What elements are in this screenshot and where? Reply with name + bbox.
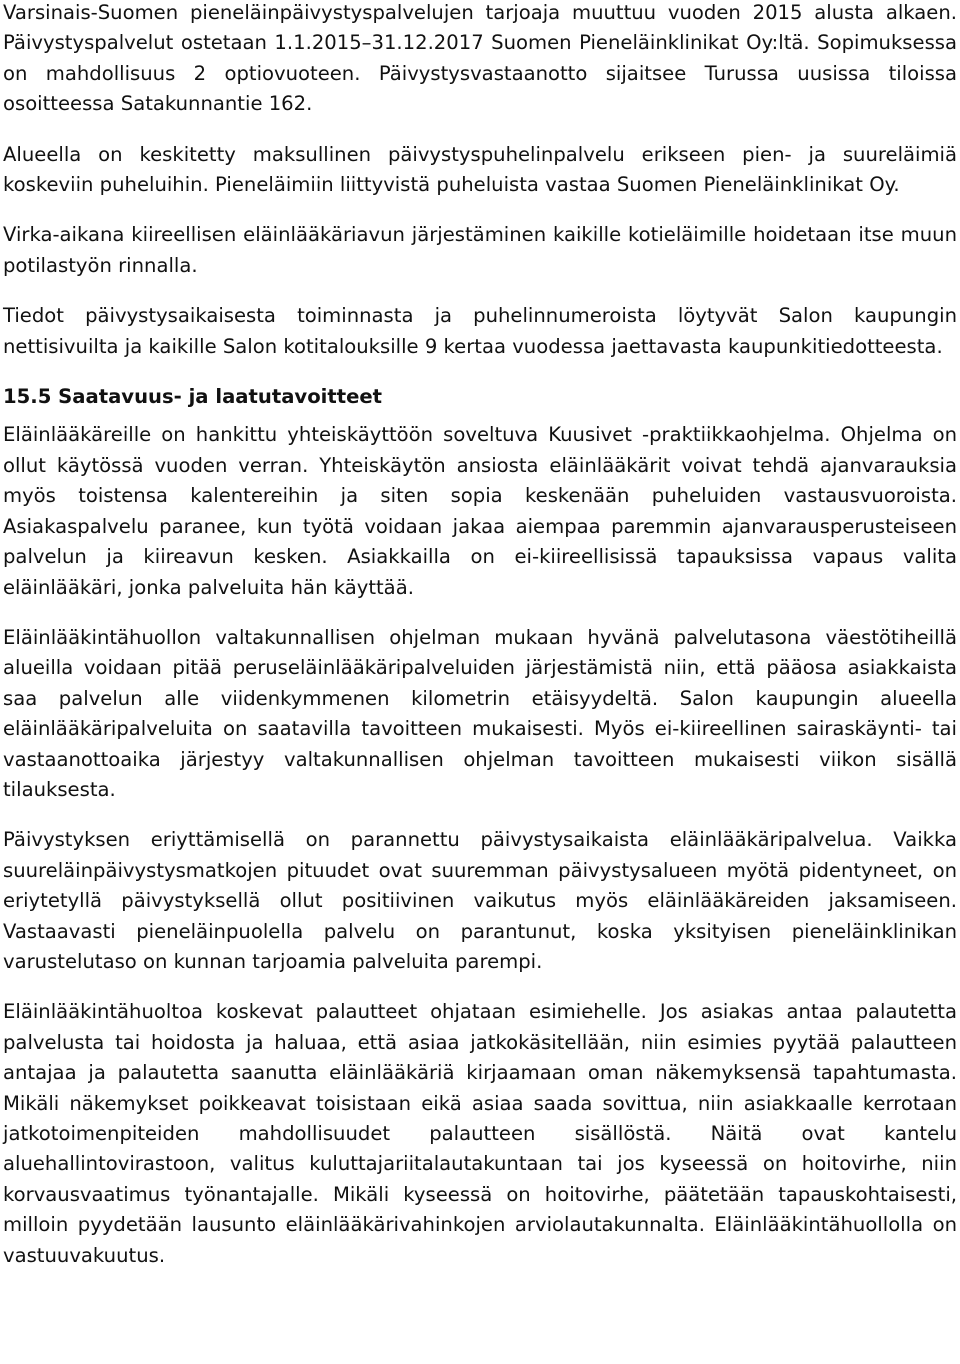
section-heading: 15.5 Saatavuus- ja laatutavoitteet (3, 385, 383, 409)
paragraph-service-provider: Varsinais-Suomen pieneläinpäivystyspalvelujen tarjoaja muuttuu vuoden 2015 alusta alkaen. Päivystyspalvelut ostetaan 1.1.2015–31.12.2017 Suomen Pieneläinklinikat Oy:ltä. Sopimuksessa on mahdollisuus 2 optiovuoteen. Päivystysvastaanotto sijaitsee Turussa uusissa tiloissa osoitteessa Satakunnantie 162. (3, 1, 957, 116)
paragraph-office-hours: Virka-aikana kiireellisen eläinlääkäriavun järjestäminen kaikille kotieläimille hoidetaan itse muun potilastyön rinnalla. (3, 223, 957, 277)
paragraph-service-level: Eläinlääkintähuollon valtakunnallisen ohjelman mukaan hyvänä palvelutasona väestötiheillä alueilla voidaan pitää peruseläinlääkäripalveluiden järjestämistä niin, että pääosa asiakkaista saa palvelun alle viidenkymmenen kilometrin etäisyydeltä. Salon kaupungin alueella eläinlääkäripalveluita on saatavilla tavoitteen mukaisesti. Myös ei-kiireellinen sairaskäynti- tai vastaanottoaika järjestyy valtakunnallisen ohjelman tavoitteen mukaisesti viikon sisällä tilauksesta. (3, 625, 957, 801)
paragraph-practice-software: Eläinlääkäreille on hankittu yhteiskäyttöön soveltuva Kuusivet -praktiikkaohjelma. Ohjelma on ollut käytössä vuoden verran. Yhteiskäytön ansiosta eläinlääkärit voivat tehdä ajanvarauksia myös toistensa kalentereihin ja siten sopia keskenään puheluiden vastausvuoroista. Asiakaspalvelu paranee, kun työtä voidaan jakaa aiempaa paremmin ajanvarausperusteiseen palvelun ja kiireavun kesken. Asiakkailla on ei-kiireellisissä tapauksissa vapaus valita eläinlääkäri, jonka palveluita hän käyttää. (3, 423, 957, 599)
paragraph-on-call-separation: Päivystyksen eriyttämisellä on parannettu päivystysaikaista eläinlääkäripalvelua. Vaikka suureläinpäivystysmatkojen pituudet ovat suuremman päivystysalueen myötä pidentyneet, on eriytetyllä päivystyksellä ollut positiivinen vaikutus myös eläinlääkäreiden jaksamiseen. Vastaavasti pieneläinpuolella palvelu on parantunut, koska yksityisen pieneläinklinikan varustelutaso on kunnan tarjoamia palveluita parempi. (3, 828, 957, 973)
paragraph-info-sources: Tiedot päivystysaikaisesta toiminnasta ja puhelinnumeroista löytyvät Salon kaupungin nettisivuilta ja kaikille Salon kotitalouksille 9 kertaa vuodessa jaettavasta kaupunkitiedotteesta. (3, 304, 957, 358)
document-page (3, 0, 957, 1291)
paragraph-phone-service: Alueella on keskitetty maksullinen päivystyspuhelinpalvelu erikseen pien- ja suureläimiä koskeviin puheluihin. Pieneläimiin liittyvistä puheluista vastaa Suomen Pieneläinklinikat Oy. (3, 142, 957, 197)
paragraph-feedback: Eläinlääkintähuoltoa koskevat palautteet ohjataan esimiehelle. Jos asiakas antaa palautetta palvelusta tai hoidosta ja haluaa, että asiaa jatkokäsitellään, niin esimies pyytää palautteen antajaa ja palautetta saanutta eläinlääkäriä kirjaamaan oman näkemyksensä tapahtumasta. Mikäli näkemykset poikkeavat toisistaan eikä asiaa saada sovittua, niin asiakkaalle kerrotaan jatkotoimenpiteiden mahdollisuudet palautteen sisällöstä. Näitä ovat kantelu aluehallintovirastoon, valitus kuluttajariitalautakuntaan tai jos kyseessä on hoitovirhe, niin korvausvaatimus työnantajalle. Mikäli kyseessä on hoitovirhe, päätetään tapauskohtaisesti, milloin pyydetään lausunto eläinlääkärivahinkojen arviolautakunnalta. Eläinlääkintähuollolla on vastuuvakuutus. (3, 1000, 957, 1267)
